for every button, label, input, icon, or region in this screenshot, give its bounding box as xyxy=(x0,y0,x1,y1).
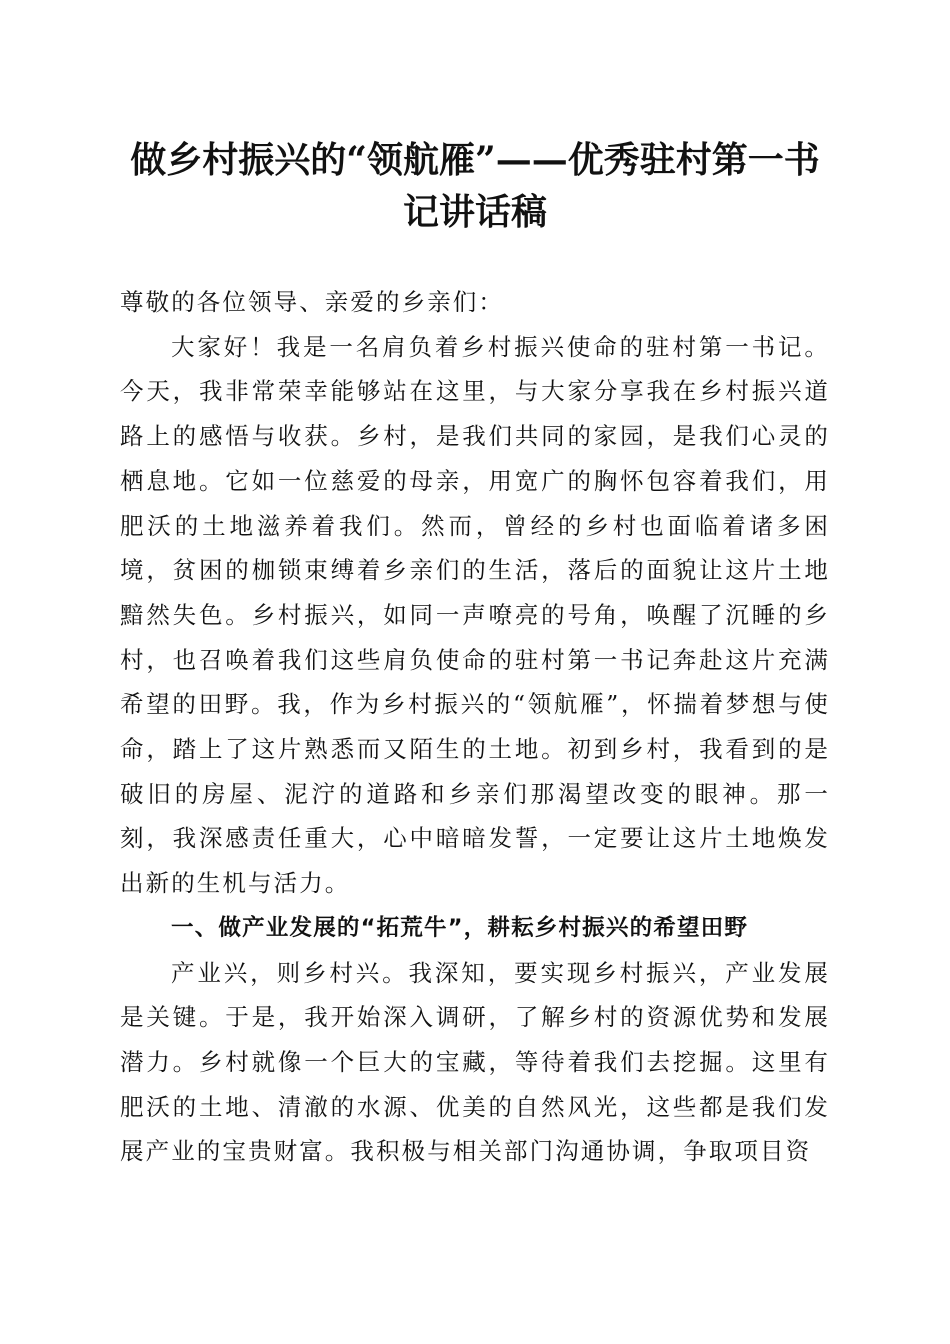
paragraph-industry: 产业兴，则乡村兴。我深知，要实现乡村振兴，产业发展是关键。于是，我开始深入调研，了解乡村的资源优势和发展潜力。乡村就像一个巨大的宝藏，等待着我们去挖掘。这里有肥沃的土地、清澈的水源、优美的自然风光，这些都是我们发展产业的宝贵财富。我积极与相关部门沟通协调，争取项目资 xyxy=(120,958,830,1166)
document-title xyxy=(110,134,840,238)
document-body xyxy=(120,280,830,1174)
paragraph-intro: 大家好！我是一名肩负着乡村振兴使命的驻村第一书记。今天，我非常荣幸能够站在这里，与大家分享我在乡村振兴道路上的感悟与收获。乡村，是我们共同的家园，是我们心灵的栖息地。它如一位慈爱的母亲，用宽广的胸怀包容着我们，用肥沃的土地滋养着我们。然而，曾经的乡村也面临着诸多困境，贫困的枷锁束缚着乡亲们的生活，落后的面貌让这片土地黯然失色。乡村振兴，如同一声嘹亮的号角，唤醒了沉睡的乡村，也召唤着我们这些肩负使命的驻村第一书记奔赴这片充满希望的田野。我，作为乡村振兴的“领航雁”，怀揣着梦想与使命，踏上了这片熟悉而又陌生的土地。初到乡村，我看到的是破旧的房屋、泥泞的道路和乡亲们那渴望改变的眼神。那一刻，我深感责任重大，心中暗暗发誓，一定要让这片土地焕发出新的生机与活力。 xyxy=(120,332,830,898)
title-line-2: 记讲话稿 xyxy=(402,191,547,233)
title-line-1: 做乡村振兴的“领航雁”——优秀驻村第一书 xyxy=(130,139,820,181)
salutation: 尊敬的各位领导、亲爱的乡亲们： xyxy=(120,288,504,316)
section-heading-1: 一、做产业发展的“拓荒牛”，耕耘乡村振兴的希望田野 xyxy=(171,914,749,941)
